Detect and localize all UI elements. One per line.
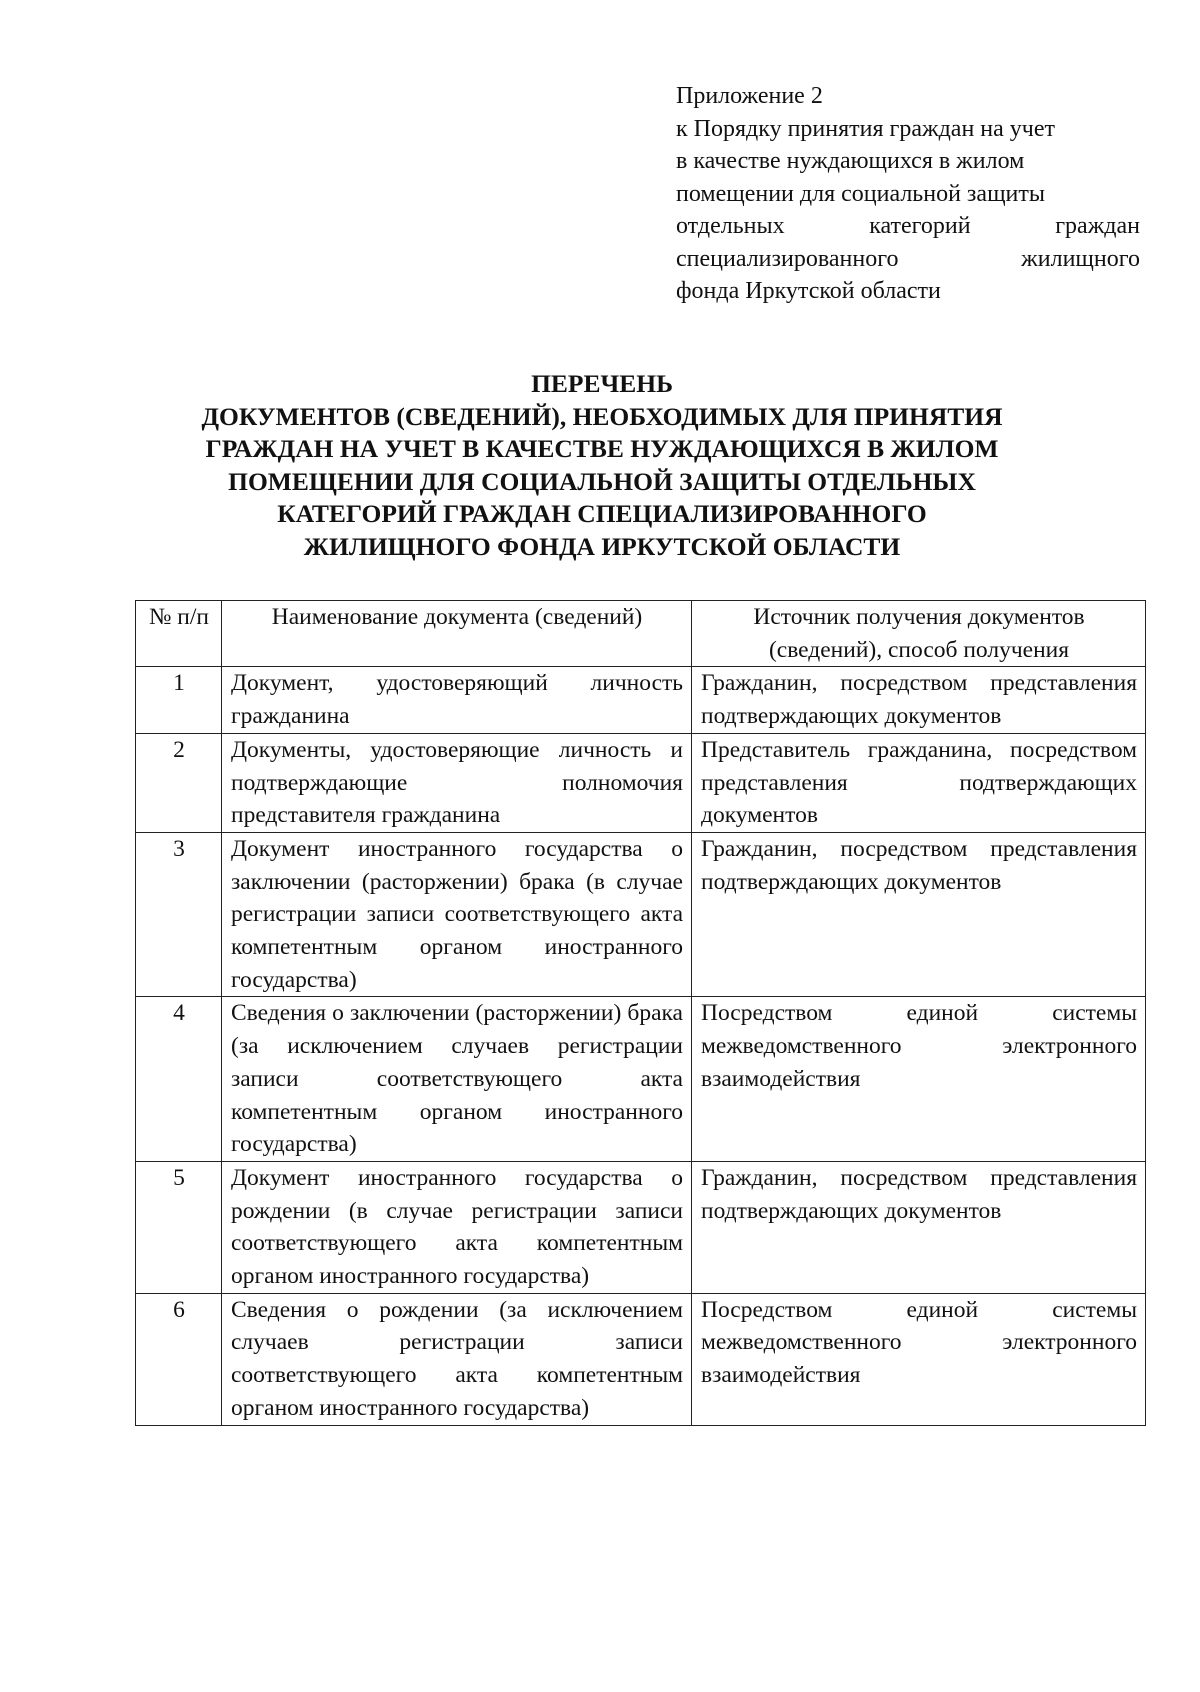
table-row: [136, 832, 1146, 997]
appendix-line: специализированного жилищного: [676, 245, 1140, 272]
header-num: № п/п: [136, 601, 222, 667]
title-line: ПОМЕЩЕНИИ ДЛЯ СОЦИАЛЬНОЙ ЗАЩИТЫ ОТДЕЛЬНЫХ: [228, 466, 976, 496]
table-row: [136, 1293, 1146, 1425]
table-row: [136, 733, 1146, 832]
row-source: Представитель гражданина, посредством представления подтверждающих документов: [692, 733, 1146, 832]
row-name: Сведения о рождении (за исключением случаев регистрации записи соответствующего акта компетентным органом иностранного государства): [222, 1293, 692, 1425]
row-source: Посредством единой системы межведомственного электронного взаимодействия: [692, 1293, 1146, 1425]
row-name: Сведения о заключении (расторжении) брака (за исключением случаев регистрации записи соответствующего акта компетентным органом иностранного государства): [222, 997, 692, 1162]
documents-table: [135, 600, 1146, 1426]
header-source: Источник получения документов (сведений), способ получения: [692, 601, 1146, 667]
appendix-line: Приложение 2: [676, 83, 823, 109]
row-num: 6: [136, 1293, 222, 1425]
row-source: Гражданин, посредством представления подтверждающих документов: [692, 832, 1146, 997]
table-row: [136, 1161, 1146, 1293]
row-num: 5: [136, 1161, 222, 1293]
appendix-header: [676, 80, 1140, 308]
row-name: Документы, удостоверяющие личность и подтверждающие полномочия представителя гражданина: [222, 733, 692, 832]
table-row: [136, 667, 1146, 733]
row-name: Документ иностранного государства о рождении (в случае регистрации записи соответствующего акта компетентным органом иностранного государства): [222, 1161, 692, 1293]
title-line: КАТЕГОРИЙ ГРАЖДАН СПЕЦИАЛИЗИРОВАННОГО: [277, 499, 927, 528]
title-line: ЖИЛИЩНОГО ФОНДА ИРКУТСКОЙ ОБЛАСТИ: [303, 531, 901, 561]
appendix-line: помещении для социальной защиты: [676, 180, 1045, 207]
appendix-line: отдельных категорий граждан: [676, 213, 1140, 239]
appendix-line: к Порядку принятия граждан на учет: [676, 115, 1055, 142]
title-line: ДОКУМЕНТОВ (СВЕДЕНИЙ), НЕОБХОДИМЫХ ДЛЯ ПРИНЯТИЯ: [201, 401, 1003, 431]
row-source: Гражданин, посредством представления подтверждающих документов: [692, 1161, 1146, 1293]
row-num: 2: [136, 733, 222, 832]
document-title: [140, 368, 1064, 563]
row-num: 1: [136, 667, 222, 733]
row-name: Документ иностранного государства о заключении (расторжении) брака (в случае регистрации записи соответствующего акта компетентным органом иностранного государства): [222, 832, 692, 997]
appendix-line: фонда Иркутской области: [676, 278, 941, 304]
row-num: 4: [136, 997, 222, 1162]
row-source: Гражданин, посредством представления подтверждающих документов: [692, 667, 1146, 733]
header-name: Наименование документа (сведений): [222, 601, 692, 667]
row-num: 3: [136, 832, 222, 997]
table-row: [136, 997, 1146, 1162]
title-line: ПЕРЕЧЕНЬ: [531, 369, 673, 398]
title-line: ГРАЖДАН НА УЧЕТ В КАЧЕСТВЕ НУЖДАЮЩИХСЯ В ЖИЛОМ: [205, 434, 999, 463]
row-name: Документ, удостоверяющий личность гражданина: [222, 667, 692, 733]
row-source: Посредством единой системы межведомственного электронного взаимодействия: [692, 997, 1146, 1162]
table-header-row: [136, 601, 1146, 667]
appendix-line: в качестве нуждающихся в жилом: [676, 148, 1025, 174]
